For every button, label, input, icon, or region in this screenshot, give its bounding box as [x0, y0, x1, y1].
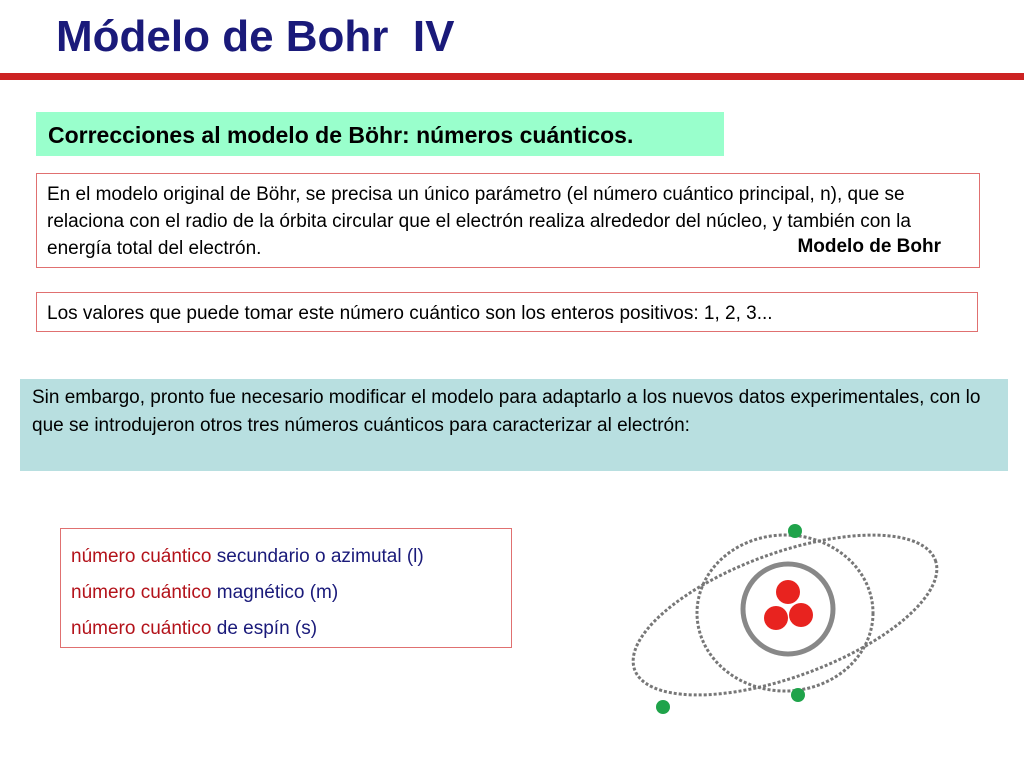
nucleus-particle: [764, 606, 788, 630]
quantum-number-item: [71, 539, 501, 575]
quantum-numbers-box: [60, 528, 512, 648]
quantum-number-item: [71, 575, 501, 611]
quantum-number-prefix: número cuántico: [71, 546, 212, 567]
nucleus-particle: [789, 603, 813, 627]
subtitle-banner: Correcciones al modelo de Böhr: números cuánticos.: [36, 112, 724, 156]
intro-box: [36, 173, 980, 268]
slide-title: Módelo de Bohr IV: [56, 12, 455, 61]
values-text: Los valores que puede tomar este número cuántico son los enteros positivos: 1, 2, 3...: [47, 303, 773, 324]
modification-text: Sin embargo, pronto fue necesario modificar el modelo para adaptarlo a los nuevos datos experimentales, con lo que se introdujeron otros tres números cuánticos para caracterizar al electrón:: [32, 387, 981, 436]
quantum-number-item: [71, 611, 501, 647]
quantum-number-name: magnético (m): [216, 582, 339, 603]
quantum-number-prefix: número cuántico: [71, 582, 212, 603]
values-box: [36, 292, 978, 332]
quantum-number-name: de espín (s): [216, 618, 318, 639]
electron: [656, 700, 670, 714]
title-underline: [0, 73, 1024, 80]
nucleus-ring: [743, 564, 833, 654]
bohr-atom-diagram: [620, 505, 950, 725]
electron: [788, 524, 802, 538]
intro-text: En el modelo original de Böhr, se precisa un único parámetro (el número cuántico principal, n), que se relaciona con el radio de la órbita circular que el electrón realiza alrededor del núcleo, y también con la energía total del electrón.: [47, 184, 911, 259]
modification-box: [20, 379, 1008, 471]
bohr-model-caption: Modelo de Bohr: [797, 236, 941, 257]
quantum-number-name: secundario o azimutal (l): [216, 546, 424, 567]
quantum-number-prefix: número cuántico: [71, 618, 212, 639]
nucleus-particle: [776, 580, 800, 604]
electron: [791, 688, 805, 702]
